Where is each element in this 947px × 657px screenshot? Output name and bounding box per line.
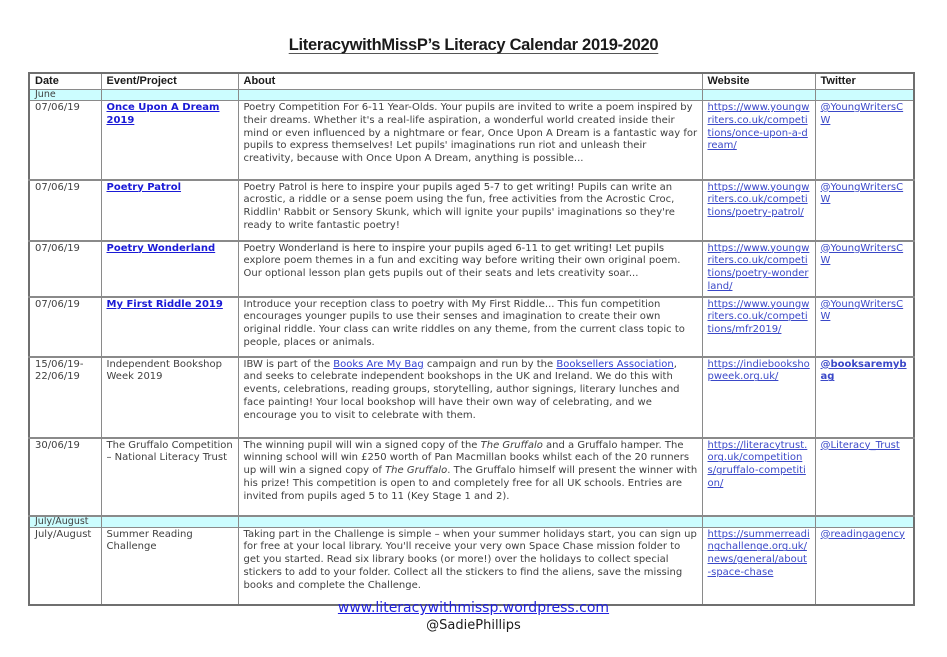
- event-cell: [101, 101, 238, 180]
- website-link[interactable]: https://literacytrust.org.uk/competitions/gruffalo-competition/: [707, 439, 808, 490]
- date-cell: 15/06/19-22/06/19: [29, 357, 101, 438]
- twitter-link[interactable]: @YoungWritersCW: [820, 242, 904, 267]
- twitter-cell: [815, 357, 914, 438]
- twitter-cell: [815, 527, 914, 605]
- header-date: Date: [29, 73, 101, 90]
- website-cell: [702, 297, 815, 357]
- empty-cell: [101, 90, 238, 101]
- twitter-cell: [815, 241, 914, 297]
- website-cell: [702, 101, 815, 180]
- about-cell: Poetry Wonderland is here to inspire your pupils aged 6-11 to get writing! Let pupils explore poem themes in a fun and exciting way before writing their own original poem. Our optional lesson plan gets pupils out of their seats and lets creativity soar...: [238, 241, 702, 297]
- empty-cell: [702, 90, 815, 101]
- header-twitter: Twitter: [815, 73, 914, 90]
- empty-cell: [702, 516, 815, 528]
- about-text: , and seeks to celebrate independent bookshops in the UK and Ireland. We do this with events, celebrations, reading groups, storytelling, author signings, literary lunches and face painting! Your local bookshop will have their own way of celebrating, and we encourage you to visit to celebrate with them.: [243, 358, 680, 421]
- about-cell: [238, 438, 702, 516]
- event-cell: [101, 180, 238, 241]
- table-row: [29, 527, 914, 605]
- table-row: [29, 297, 914, 357]
- header-about: About: [238, 73, 702, 90]
- literacy-calendar-table: [28, 72, 915, 606]
- twitter-link[interactable]: @YoungWritersCW: [820, 181, 904, 206]
- website-cell: [702, 438, 815, 516]
- about-text: campaign and run by the: [423, 358, 557, 370]
- event-link[interactable]: My First Riddle 2019: [106, 298, 223, 310]
- page-title-text: LiteracywithMissP’s Literacy Calendar 2019-2020: [288, 36, 659, 54]
- website-cell: [702, 241, 815, 297]
- about-text: and a Gruffalo hamper. The winning school will win £250 worth of Pan Macmillan books whilst each of the 20 runners up will win a signed copy of: [243, 439, 690, 477]
- table-row: [29, 101, 914, 180]
- date-cell: 07/06/19: [29, 180, 101, 241]
- about-cell: Poetry Patrol is here to inspire your pupils aged 5-7 to get writing! Pupils can write an acrostic, a riddle or a sense poem using the fun, free activities from the Acrostic Croc, Riddlin' Rabbit or Sensory Skunk, which will ignite your pupils' imaginations so they're ready to write fantastic poetry!: [238, 180, 702, 241]
- empty-cell: [815, 90, 914, 101]
- section-label: June: [29, 90, 101, 101]
- twitter-link[interactable]: @booksaremybag: [820, 358, 907, 383]
- empty-cell: [238, 516, 702, 528]
- twitter-cell: [815, 297, 914, 357]
- date-cell: 30/06/19: [29, 438, 101, 516]
- booksellers-association-link[interactable]: Booksellers Association: [556, 358, 674, 370]
- date-cell: 07/06/19: [29, 241, 101, 297]
- event-link[interactable]: Poetry Wonderland: [106, 242, 216, 254]
- about-cell: Poetry Competition For 6-11 Year-Olds. Your pupils are invited to write a poem inspired by their dreams. Whether it's a real-life aspiration, a wonderful world created inside their mind or even influenced by a nightmare or fear, Once Upon A Dream is a fantastic way for pupils to express themselves! Let pupils' imaginations run riot and unleash their creativity, because with Once Upon A Dream, anything is possible...: [238, 101, 702, 180]
- website-link[interactable]: https://www.youngwriters.co.uk/competitions/once-upon-a-dream/: [707, 102, 810, 152]
- website-cell: [702, 180, 815, 241]
- twitter-cell: [815, 101, 914, 180]
- website-link[interactable]: https://www.youngwriters.co.uk/competitions/mfr2019/: [707, 298, 810, 336]
- header-website: Website: [702, 73, 815, 90]
- twitter-link[interactable]: @readingagency: [820, 528, 905, 540]
- table-row: [29, 241, 914, 297]
- website-cell: [702, 357, 815, 438]
- twitter-link[interactable]: @YoungWritersCW: [820, 102, 904, 126]
- empty-cell: [101, 516, 238, 528]
- table-header-row: [29, 73, 914, 90]
- book-title: The Gruffalo: [385, 465, 448, 477]
- about-text: . The Gruffalo himself will present the winner with his prize! This competition is open to and completely free for all UK schools. Entries are invited from pupils aged 5 to 11 (Key Stage 1 and 2).: [243, 465, 698, 502]
- table-row: [29, 438, 914, 516]
- about-text: The winning pupil will win a signed copy of the: [243, 439, 481, 451]
- event-link[interactable]: Poetry Patrol: [106, 181, 182, 193]
- event-cell: The Gruffalo Competition – National Literacy Trust: [101, 438, 238, 516]
- page-title: [0, 36, 947, 55]
- books-are-my-bag-link[interactable]: Books Are My Bag: [333, 358, 424, 370]
- book-title: The Gruffalo: [480, 439, 543, 451]
- twitter-link[interactable]: @YoungWritersCW: [820, 298, 904, 323]
- empty-cell: [815, 516, 914, 528]
- event-link[interactable]: Once Upon A Dream 2019: [106, 102, 220, 126]
- website-link[interactable]: https://summerreadingchallenge.org.uk/news/general/about-space-chase: [707, 528, 810, 579]
- website-link[interactable]: https://indiebookshopweek.org.uk/: [707, 358, 810, 383]
- event-cell: Independent Bookshop Week 2019: [101, 357, 238, 438]
- date-cell: 07/06/19: [29, 101, 101, 180]
- section-label: July/August: [29, 516, 101, 528]
- website-cell: [702, 527, 815, 605]
- about-text: IBW is part of the: [243, 358, 334, 370]
- twitter-cell: [815, 438, 914, 516]
- footer-website-link[interactable]: www.literacywithmissp.wordpress.com: [337, 600, 610, 616]
- empty-cell: [238, 90, 702, 101]
- twitter-cell: [815, 180, 914, 241]
- date-cell: 07/06/19: [29, 297, 101, 357]
- about-cell: [238, 357, 702, 438]
- date-cell: July/August: [29, 527, 101, 605]
- twitter-link[interactable]: @Literacy_Trust: [820, 439, 900, 451]
- header-event: Event/Project: [101, 73, 238, 90]
- website-link[interactable]: https://www.youngwriters.co.uk/competitions/poetry-wonderland/: [707, 242, 810, 292]
- event-cell: [101, 241, 238, 297]
- footer-twitter-handle: @SadiePhillips: [426, 618, 521, 633]
- website-link[interactable]: https://www.youngwriters.co.uk/competitions/poetry-patrol/: [707, 181, 810, 219]
- event-cell: Summer Reading Challenge: [101, 527, 238, 605]
- event-cell: [101, 297, 238, 357]
- section-row-june: [29, 90, 914, 101]
- about-cell: Taking part in the Challenge is simple – when your summer holidays start, you can sign up for free at your local library. You'll receive your very own Space Chase mission folder to get you started. Read six library books (or more!) over the holidays to collect special stickers to add to your folder. Collect all the stickers to find the aliens, save the missing books and complete the Challenge.: [238, 527, 702, 605]
- table-row: [29, 357, 914, 438]
- table-row: [29, 180, 914, 241]
- about-cell: Introduce your reception class to poetry with My First Riddle... This fun competition encourages younger pupils to use their senses and imagination to create their own original riddle. Your class can write riddles on any theme, from the current class topic to people, places or animals.: [238, 297, 702, 357]
- section-row-july-august: [29, 516, 914, 528]
